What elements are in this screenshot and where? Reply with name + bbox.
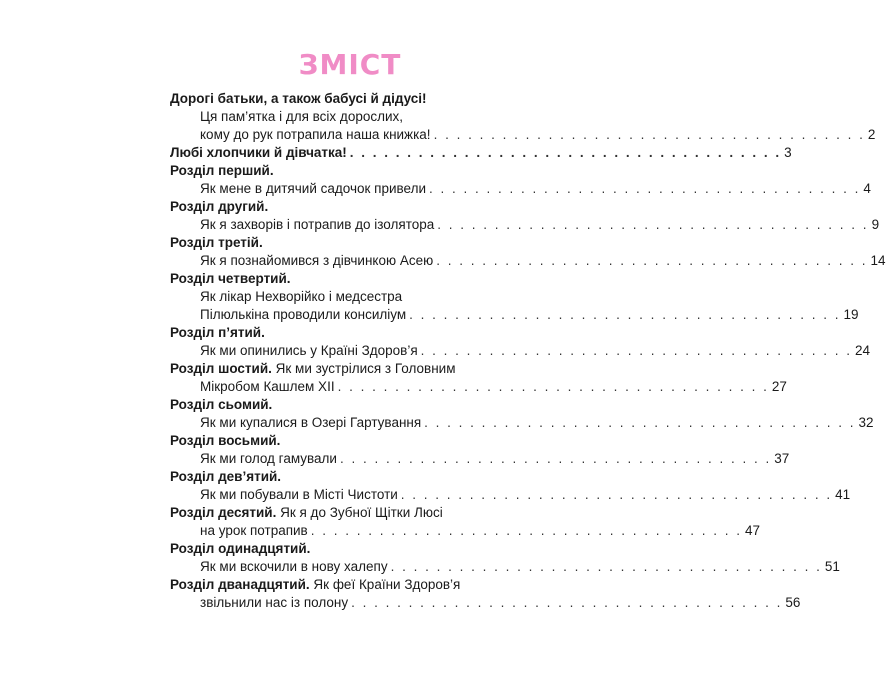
- dot-leader: . . . . . . . . . . . . . . . . . . . . . . . . . . . . . . . . . . . . . .: [437, 217, 869, 232]
- toc-entry: [170, 522, 761, 540]
- toc-entry: [170, 216, 880, 234]
- dot-leader: . . . . . . . . . . . . . . . . . . . . . . . . . . . . . . . . . . . . . .: [429, 181, 861, 196]
- dot-leader: . . . . . . . . . . . . . . . . . . . . . . . . . . . . . . . . . . . . . .: [420, 343, 852, 358]
- toc-entry-page: 4: [863, 181, 871, 196]
- toc-entry-page: 32: [858, 415, 874, 430]
- toc-entry: [170, 144, 792, 162]
- toc-entry-page: 47: [745, 523, 761, 538]
- toc-entry: [170, 414, 874, 432]
- toc-entry-page: 24: [854, 343, 871, 358]
- toc-entry: [170, 180, 871, 198]
- toc-entry: [170, 450, 790, 468]
- toc-entry-title: Пілюлькіна проводили консиліум: [200, 307, 407, 322]
- toc-entry-page: 19: [843, 307, 859, 322]
- toc-heading: Розділ восьмий.: [170, 433, 281, 448]
- toc-heading: Розділ другий.: [170, 199, 269, 214]
- toc-entry: [170, 342, 871, 360]
- toc-entry: [170, 252, 886, 270]
- dot-leader: . . . . . . . . . . . . . . . . . . . . . . . . . . . . . . . . . . . . . .: [337, 379, 769, 394]
- toc-heading: Розділ дев’ятий.: [170, 469, 282, 484]
- toc-entry-page: 2: [867, 127, 876, 142]
- toc-heading: Розділ третій.: [170, 235, 263, 250]
- toc-entry-title: Мікробом Кашлем XII: [200, 379, 335, 394]
- dot-leader: . . . . . . . . . . . . . . . . . . . . . . . . . . . . . . . . . . . . . .: [400, 487, 833, 502]
- toc-line: Ця пам’ятка і для всіх дорослих,: [200, 109, 404, 124]
- dot-leader: . . . . . . . . . . . . . . . . . . . . . . . . . . . . . . . . . . . . . .: [424, 415, 856, 430]
- toc-entry-page: 3: [784, 145, 792, 160]
- dot-leader: . . . . . . . . . . . . . . . . . . . . . . . . . . . . . . . . . . . . . .: [310, 523, 743, 538]
- toc-entry: [170, 594, 801, 612]
- toc-heading: Розділ дванадцятий. Як феї Країни Здоров’я: [170, 577, 461, 592]
- toc-heading: Дорогі батьки, а також бабусі й дідусі!: [170, 91, 427, 106]
- toc-entry-title: звільнили нас із полону: [200, 595, 349, 610]
- toc-entry-page: 9: [871, 217, 880, 232]
- dot-leader: . . . . . . . . . . . . . . . . . . . . . . . . . . . . . . . . . . . . . .: [349, 145, 782, 160]
- toc-line: Як лікар Нехворійко і медсестра: [200, 289, 403, 304]
- toc-entry-title: Як мене в дитячий садочок привели: [200, 181, 427, 196]
- toc-entry-title: Як ми побували в Місті Чистоти: [200, 487, 398, 502]
- toc-entry-page: 37: [774, 451, 790, 466]
- toc-heading: Розділ шостий. Як ми зустрілися з Головним: [170, 361, 456, 376]
- toc-entry-page: 14: [870, 253, 886, 268]
- toc-entry-page: 51: [824, 559, 840, 574]
- toc-heading: Розділ одинадцятий.: [170, 541, 311, 556]
- toc-entry-page: 41: [835, 487, 851, 502]
- toc-entry-title: Як ми вскочили в нову халепу: [200, 559, 388, 574]
- page-title: ЗМІСТ: [298, 48, 402, 81]
- dot-leader: . . . . . . . . . . . . . . . . . . . . . . . . . . . . . . . . . . . . . .: [390, 559, 822, 574]
- toc-entry: [170, 558, 840, 576]
- toc-heading: Розділ п’ятий.: [170, 325, 265, 340]
- toc-heading: Розділ перший.: [170, 163, 274, 178]
- dot-leader: . . . . . . . . . . . . . . . . . . . . . . . . . . . . . . . . . . . . . .: [351, 595, 783, 610]
- toc-entry-page: 27: [771, 379, 787, 394]
- toc-entry: [170, 378, 787, 396]
- toc-entry: [170, 306, 859, 324]
- toc-heading: Розділ сьомий.: [170, 397, 273, 412]
- dot-leader: . . . . . . . . . . . . . . . . . . . . . . . . . . . . . . . . . . . . . .: [409, 307, 841, 322]
- toc-entry-title: кому до рук потрапила наша книжка!: [200, 127, 431, 142]
- toc-entry-title: Як я захворів і потрапив до ізолятора: [200, 217, 435, 232]
- toc-entry-title: Як ми опинились у Країні Здоров’я: [200, 343, 418, 358]
- toc-heading: Розділ четвертий.: [170, 271, 291, 286]
- toc-entry-title: Як я познайомився з дівчинкою Асею: [200, 253, 434, 268]
- toc-entry-title: Любі хлопчики й дівчатка!: [170, 145, 347, 160]
- dot-leader: . . . . . . . . . . . . . . . . . . . . . . . . . . . . . . . . . . . . . .: [339, 451, 772, 466]
- toc-entry-title: Як ми купалися в Озері Гартування: [200, 415, 422, 430]
- dot-leader: . . . . . . . . . . . . . . . . . . . . . . . . . . . . . . . . . . . . . .: [433, 127, 865, 142]
- toc-heading: Розділ десятий. Як я до Зубної Щітки Люсі: [170, 505, 443, 520]
- toc-entry-page: 56: [785, 595, 801, 610]
- dot-leader: . . . . . . . . . . . . . . . . . . . . . . . . . . . . . . . . . . . . . .: [436, 253, 868, 268]
- toc-entry-title: на урок потрапив: [200, 523, 308, 538]
- toc-entry: [170, 126, 876, 144]
- toc-entry-title: Як ми голод гамували: [200, 451, 337, 466]
- toc-entry: [170, 486, 851, 504]
